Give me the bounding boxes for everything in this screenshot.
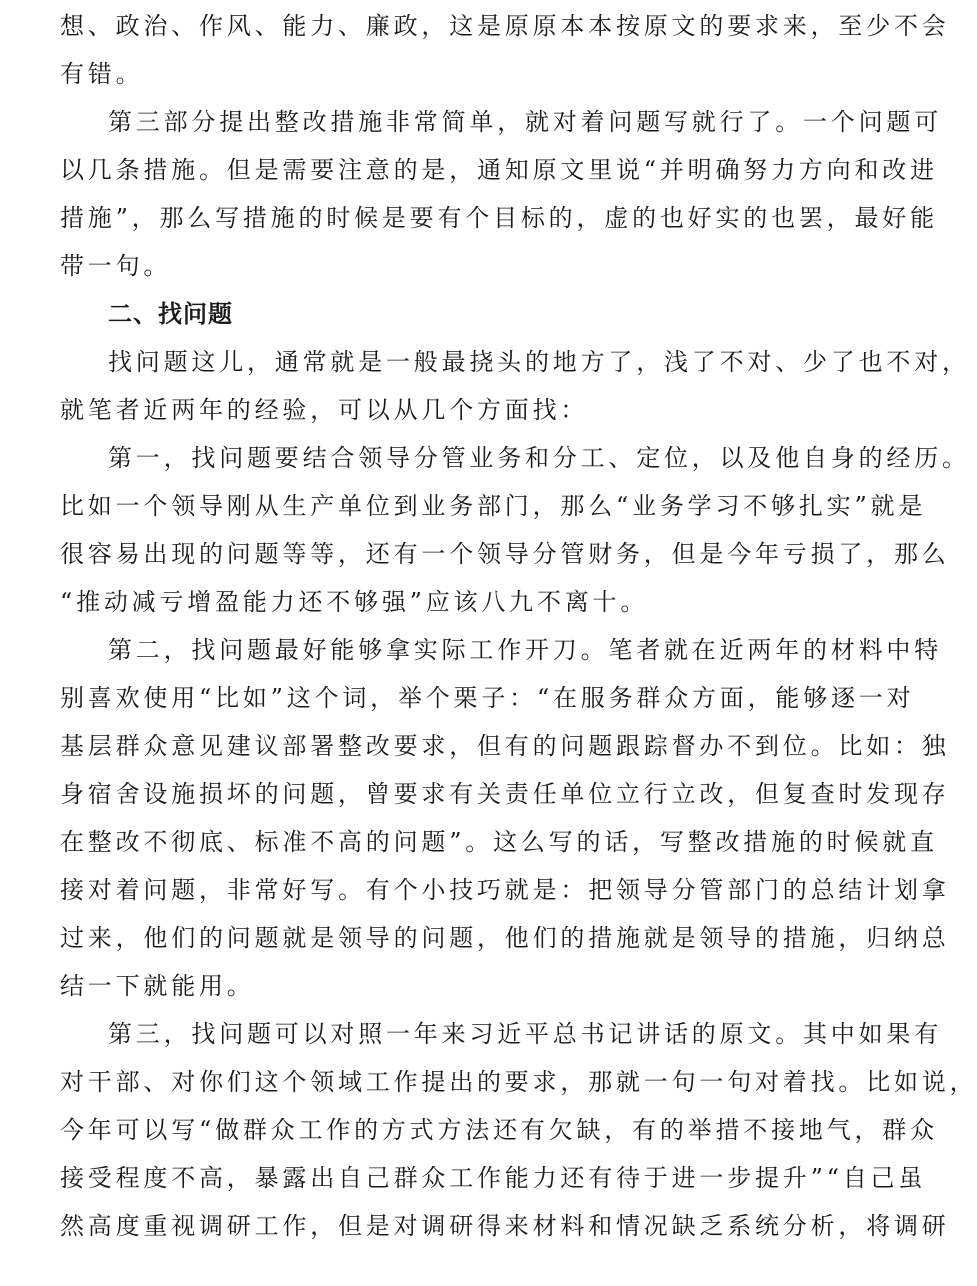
- paragraph-2: [60, 98, 942, 290]
- text-line: 第三，找问题可以对照一年来习近平总书记讲话的原文。其中如果有: [108, 1020, 942, 1048]
- text-line: 然高度重视调研工作，但是对调研得来材料和情况缺乏系统分析，将调研: [60, 1212, 950, 1240]
- paragraph-1: [60, 2, 950, 98]
- text-line: 以几条措施。但是需要注意的是，通知原文里说“并明确努力方向和改进: [60, 156, 938, 184]
- document-page: [60, 0, 977, 1250]
- text-line: 比如一个领导刚从生产单位到业务部门，那么“业务学习不够扎实”就是: [60, 492, 927, 520]
- paragraph-3: [60, 338, 970, 434]
- paragraph-6: [60, 1010, 977, 1250]
- text-line: 第三部分提出整改措施非常简单，就对着问题写就行了。一个问题可: [108, 108, 942, 136]
- text-line: 过来，他们的问题就是领导的问题，他们的措施就是领导的措施，归纳总: [60, 924, 950, 952]
- text-line: 就笔者近两年的经验，可以从几个方面找：: [60, 396, 589, 424]
- text-line: 对干部、对你们这个领域工作提出的要求，那就一句一句对着找。比如说，: [60, 1068, 977, 1096]
- text-line: 身宿舍设施损坏的问题，曾要求有关责任单位立行立改，但复查时发现存: [60, 780, 950, 808]
- text-line: 第一，找问题要结合领导分管业务和分工、定位，以及他自身的经历。: [108, 444, 970, 472]
- text-line: 结一下就能用。: [60, 972, 255, 1000]
- text-line: 有错。: [60, 60, 144, 88]
- text-line: 接对着问题，非常好写。有个小技巧就是：把领导分管部门的总结计划拿: [60, 876, 950, 904]
- text-line: 在整改不彻底、标准不高的问题”。这么写的话，写整改措施的时候就直: [60, 828, 938, 856]
- paragraph-4: [60, 434, 970, 626]
- text-line: 措施”，那么写措施的时候是要有个目标的，虚的也好实的也罢，最好能: [60, 204, 938, 232]
- text-line: 接受程度不高，暴露出自己群众工作能力还有待于进一步提升”“自己虽: [60, 1164, 927, 1192]
- text-line: 基层群众意见建议部署整改要求，但有的问题跟踪督办不到位。比如：独: [60, 732, 950, 760]
- text-line: 找问题这儿，通常就是一般最挠头的地方了，浅了不对、少了也不对，: [108, 348, 970, 376]
- text-line: 带一句。: [60, 252, 172, 280]
- text-line: 今年可以写“做群众工作的方式方法还有欠缺，有的举措不接地气，群众: [60, 1116, 938, 1144]
- section-heading: 二、找问题: [108, 300, 233, 328]
- text-line: “推动减亏增盈能力还不够强”应该八九不离十。: [60, 588, 649, 616]
- text-line: 别喜欢使用“比如”这个词，举个栗子：“在服务群众方面，能够逐一对: [60, 684, 915, 712]
- paragraph-5: [60, 626, 950, 1010]
- text-line: 第二，找问题最好能够拿实际工作开刀。笔者就在近两年的材料中特: [108, 636, 942, 664]
- text-line: 很容易出现的问题等等，还有一个领导分管财务，但是今年亏损了，那么: [60, 540, 950, 568]
- text-line: 想、政治、作风、能力、廉政，这是原原本本按原文的要求来，至少不会: [60, 12, 950, 40]
